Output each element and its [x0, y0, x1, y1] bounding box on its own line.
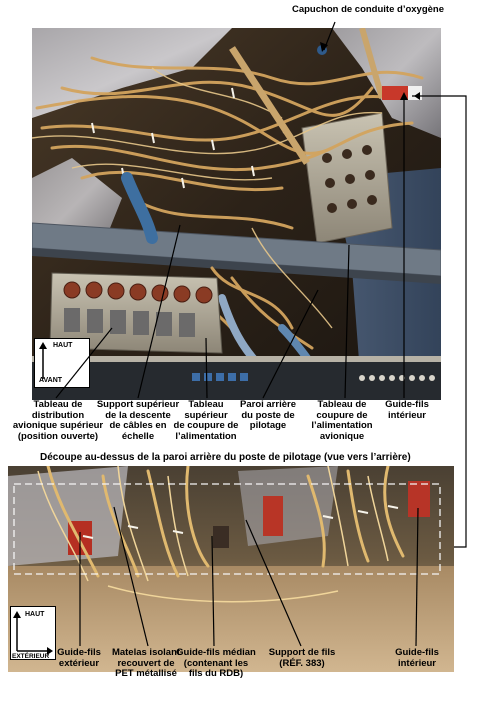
orientation-up-label: HAUT — [53, 342, 73, 349]
callout-line-pet-mat — [114, 507, 148, 646]
label-upper-distribution-panel: Tableau de distribution avionique supérieur (position ouverte) — [12, 399, 104, 442]
callout-arrow-connector — [414, 92, 420, 100]
label-inner-wire-guide-bottom: Guide-fils intérieur — [395, 647, 439, 669]
section-heading: Découpe au-dessus de la paroi arrière du poste de pilotage (vue vers l’arrière) — [40, 452, 411, 463]
label-oxygen-cap: Capuchon de conduite d’oxygène — [291, 4, 444, 15]
callout-line-middle-guide — [212, 536, 214, 646]
label-cockpit-rear-wall: Paroi arrière du poste de pilotage — [240, 399, 296, 431]
label-inner-wire-guide-top: Guide-fils intérieur — [385, 399, 429, 421]
callout-line-cutoff-upper — [206, 338, 207, 398]
callout-line-inner-guide-bottom — [416, 508, 418, 646]
callout-arrow-inner-guide-top — [400, 92, 408, 100]
label-wire-support: Support de fils (RÉF. 383) — [268, 647, 336, 669]
orientation-outside-label: EXTÉRIEUR — [12, 653, 50, 660]
callout-line-ladder-support — [138, 225, 180, 398]
label-outer-wire-guide: Guide-fils extérieur — [57, 647, 101, 669]
label-upper-power-cutoff-panel: Tableau supérieur de coupure de l’alimentation — [173, 399, 239, 442]
callout-line-cutoff-avionics — [345, 245, 349, 398]
orientation-forward-label: AVANT — [39, 377, 63, 384]
callout-connector-inner-guide — [412, 96, 466, 547]
callout-line-upper-panel — [56, 328, 112, 398]
orientation-up-label: HAUT — [25, 611, 45, 618]
label-middle-wire-guide: Guide-fils médian (contenant les fils du RDB) — [176, 647, 256, 679]
label-pet-insulation-mat: Matelas isolant recouvert de PET métallisé — [111, 647, 181, 679]
label-ladder-support: Support supérieur de la descente de câbles en échelle — [96, 399, 180, 442]
callout-line-wire-support — [246, 520, 301, 646]
label-avionics-power-cutoff-panel: Tableau de coupure de l’alimentation avionique — [311, 399, 373, 442]
callout-line-rear-wall — [263, 290, 318, 398]
